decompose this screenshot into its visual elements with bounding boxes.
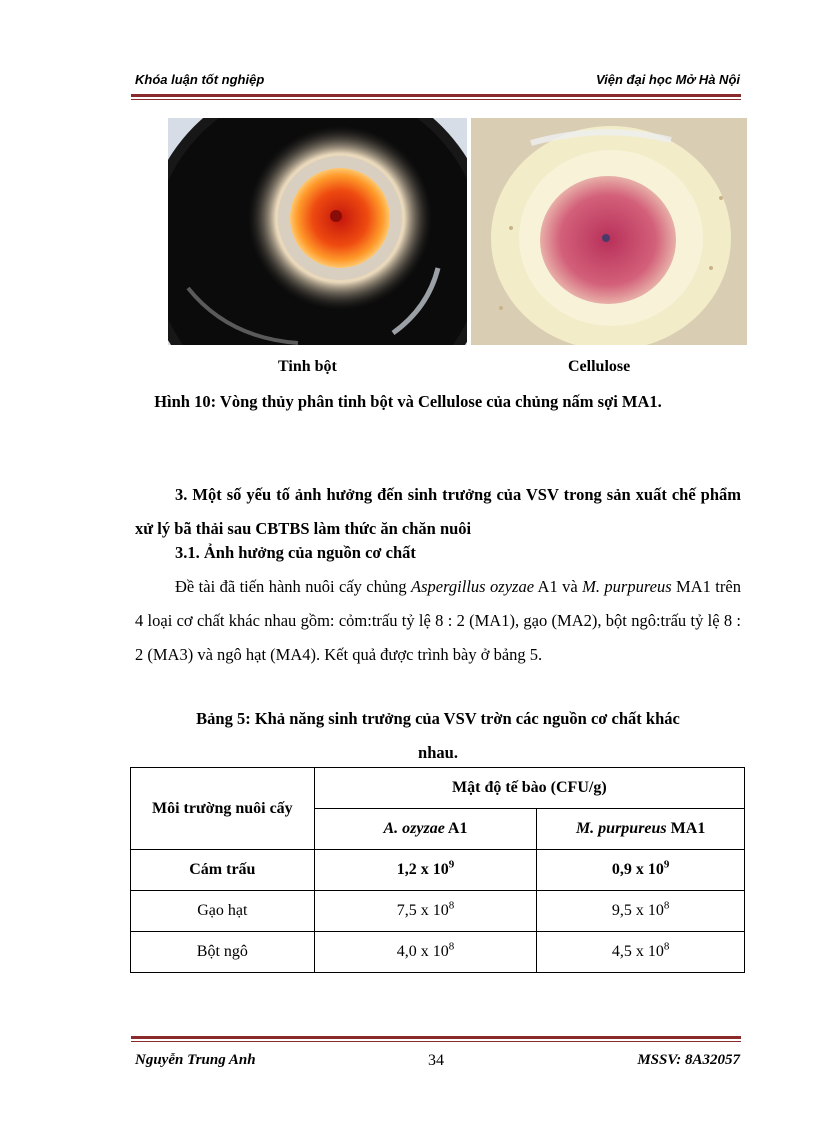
table-title-line2: nhau. [418,743,458,762]
row-value-b: 4,5 x $10^8$ [537,932,745,973]
header-m-purpureus: M. purpureus MA1 [537,809,745,850]
table-row [131,891,745,932]
table-title-line1: Bảng 5: Khả năng sinh trưởng của VSV trờn các nguồn cơ chất khác [196,709,680,728]
table-title [135,702,741,770]
footer-student-id: MSSV: 8A32057 [637,1052,740,1068]
header-left-title: Khóa luận tốt nghiệp [135,72,265,87]
header-rule [131,94,741,97]
header-rule-thin [131,99,741,100]
row-value-a: 4,0 x $10^8$ [314,932,537,973]
row-value-a: 7,5 x $10^8$ [314,891,537,932]
header-cell-density: Mật độ tế bào (CFU/g) [314,768,744,809]
table-row [131,932,745,973]
page-number: 34 [428,1052,444,1069]
table-row [131,850,745,891]
section-subheading: 3.1. Ảnh hưởng của nguồn cơ chất [175,543,416,562]
figure-label-cellulose: Cellulose [568,358,631,375]
row-value-a: 1,2 x $10^9$ [314,850,537,891]
header-right-institution: Viện đại học Mở Hà Nội [595,72,740,87]
figure-label-starch: Tinh bột [278,358,337,375]
row-value-b: 0,9 x $10^9$ [537,850,745,891]
starch-plate-photo [168,118,467,345]
row-value-b: 9,5 x $10^8$ [537,891,745,932]
paragraph-text-b: A1 và [534,577,583,596]
footer-author: Nguyễn Trung Anh [135,1052,256,1068]
body-paragraph [135,570,741,672]
header-a-ozyzae: A. ozyzae A1 [314,809,537,850]
cellulose-plate-photo [471,118,747,345]
section-heading: 3. Một số yếu tố ảnh hưởng đến sinh trưởng của VSV trong sản xuất chế phẩm xử lý bã thải sau CBTBS làm thức ăn chăn nuôi [135,485,741,538]
species-aspergillus: Aspergillus ozyzae [411,577,535,596]
header-environment: Môi trường nuôi cấy [131,768,315,850]
footer-rule-thin [131,1041,741,1042]
paragraph-text-c: MA1 trên 4 loại cơ chất khác nhau gồm: cỏm:trấu tỷ lệ 8 : 2 (MA1), gạo (MA2), bột ngô:trấu tỷ lệ 8 : 2 (MA3) và ngô hạt (MA4). Kết quả được trình bày ở bảng 5. [135,577,741,664]
figure-caption: Hình 10: Vòng thủy phân tinh bột và Cellulose của chủng nấm sợi MA1. [154,392,662,411]
species-monascus: M. purpureus [582,577,672,596]
row-env: Cám trấu [131,850,315,891]
row-env: Gạo hạt [131,891,315,932]
footer-rule [131,1036,741,1039]
growth-table [130,767,745,973]
paragraph-text-a: Đề tài đã tiến hành nuôi cấy chủng [175,577,412,596]
row-env: Bột ngô [131,932,315,973]
